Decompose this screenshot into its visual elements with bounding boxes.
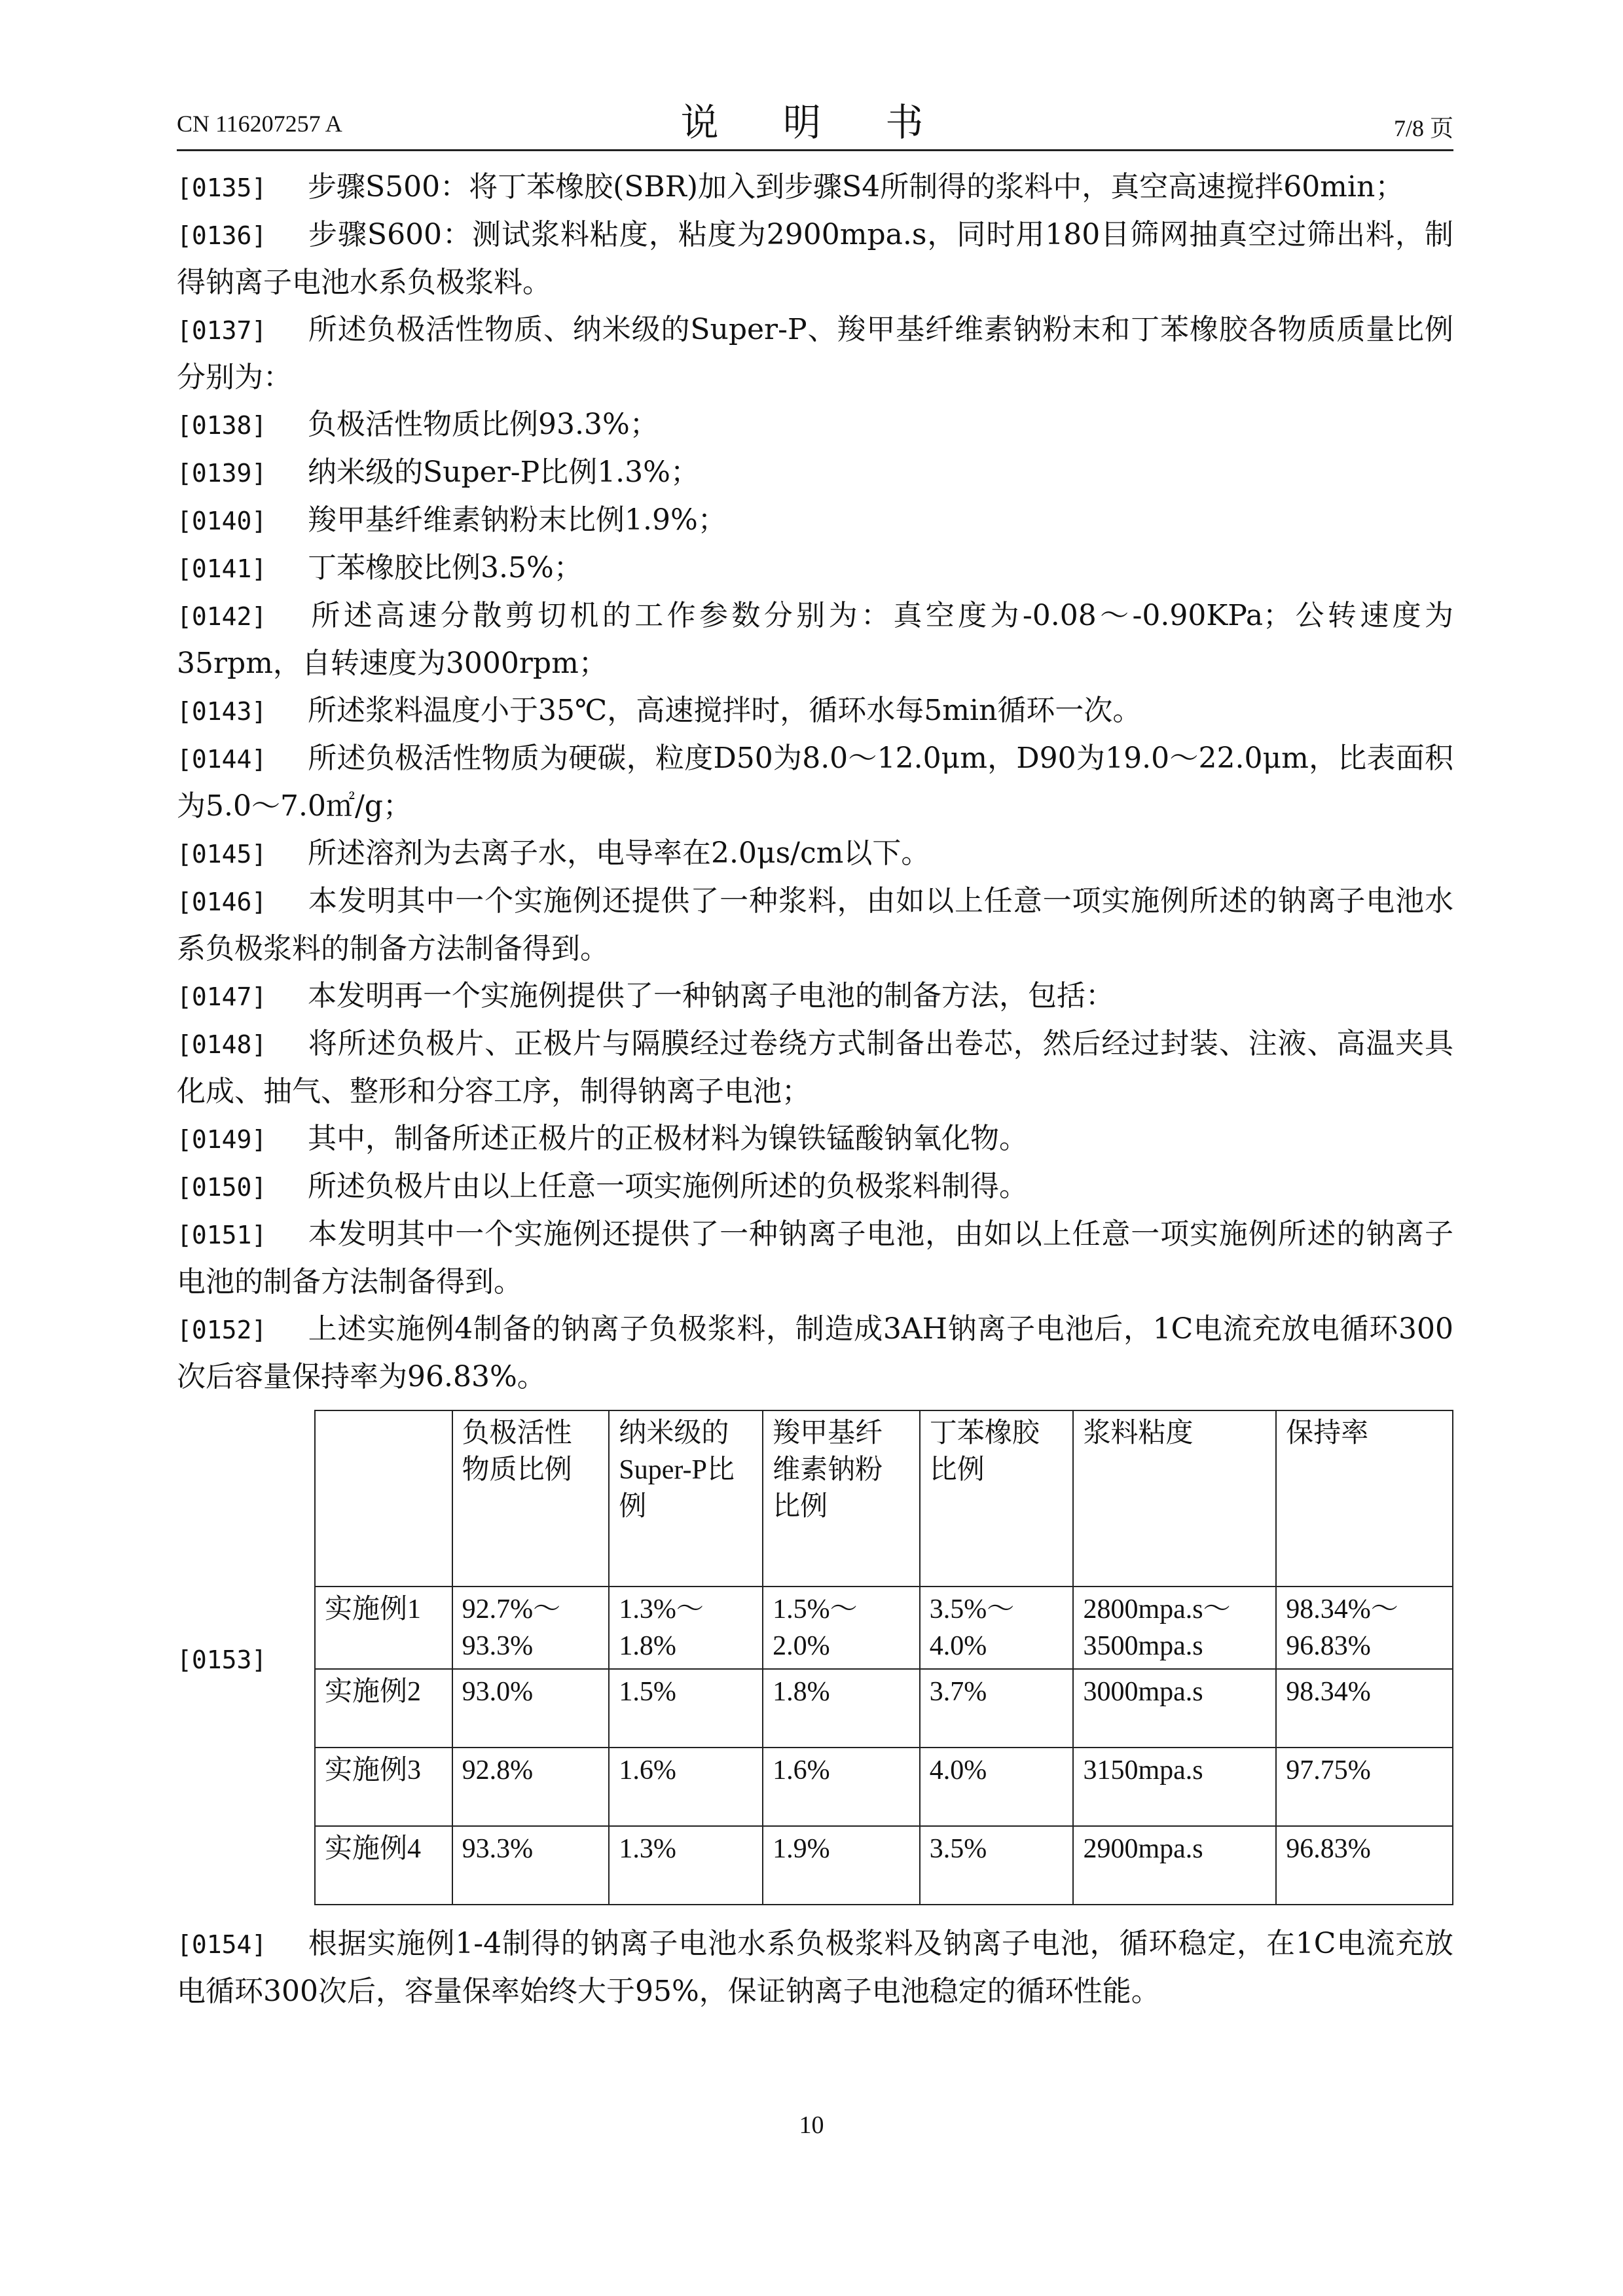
paragraph: [177, 973, 1453, 1020]
paragraph-number: [0140]: [177, 507, 267, 535]
table-cell: 92.8%: [452, 1748, 610, 1826]
paragraph-number: [0149]: [177, 1125, 267, 1154]
table-cell: 93.0%: [452, 1669, 610, 1748]
data-table: [314, 1410, 1453, 1905]
table-cell: 3.5%～4.0%: [920, 1587, 1074, 1669]
paragraph-number: [0143]: [177, 697, 267, 726]
paragraph: [177, 545, 1453, 592]
paragraph-number: [0146]: [177, 888, 267, 916]
paragraph: [177, 878, 1453, 973]
paragraph-text: 本发明其中一个实施例还提供了一种浆料，由如以上任意一项实施例所述的钠离子电池水系负极浆料的制备方法制备得到。: [177, 884, 1453, 965]
paragraph-number: [0135]: [177, 173, 267, 202]
table-header-cell: 负极活性物质比例: [452, 1410, 610, 1587]
paragraph-text: 所述负极活性物质、纳米级的Super-P、羧甲基纤维素钠粉末和丁苯橡胶各物质质量比例分别为：: [177, 313, 1453, 394]
table-header-cell: 丁苯橡胶比例: [920, 1410, 1074, 1587]
paragraph: [177, 1020, 1453, 1115]
table-row: [315, 1748, 1453, 1826]
paragraph-text: 其中，制备所述正极片的正极材料为镍铁锰酸钠氧化物。: [308, 1122, 1028, 1155]
paragraph-number: [0144]: [177, 745, 267, 774]
table-cell: 2800mpa.s～3500mpa.s: [1073, 1587, 1276, 1669]
table-cell: 92.7%～93.3%: [452, 1587, 610, 1669]
table-header-cell: 纳米级的Super-P比例: [609, 1410, 763, 1587]
paragraph: [177, 164, 1453, 211]
table-cell: 1.5%～2.0%: [763, 1587, 920, 1669]
table-cell: 96.83%: [1276, 1826, 1453, 1905]
paragraph: [177, 592, 1453, 687]
paragraph-number: [0153]: [177, 1645, 267, 1674]
paragraph-text: 根据实施例1-4制得的钠离子电池水系负极浆料及钠离子电池，循环稳定，在1C电流充放电循环300次后，容量保率始终大于95%，保证钠离子电池稳定的循环性能。: [177, 1927, 1453, 2008]
paragraph: [177, 687, 1453, 735]
paragraph-text: 步骤S600：测试浆料粘度，粘度为2900mpa.s，同时用180目筛网抽真空过筛出料，制得钠离子电池水系负极浆料。: [177, 218, 1453, 299]
paragraph-number: [0152]: [177, 1316, 267, 1344]
paragraph: [177, 449, 1453, 497]
paragraph-text: 所述溶剂为去离子水，电导率在2.0μs/cm以下。: [308, 836, 930, 870]
paragraph-number: [0148]: [177, 1030, 267, 1059]
header-rule: [177, 149, 1453, 151]
table-cell: 3.5%: [920, 1826, 1074, 1905]
page-count: 7/8 页: [1393, 115, 1453, 141]
table-cell: 4.0%: [920, 1748, 1074, 1826]
table-header-cell: [315, 1410, 452, 1587]
table-block: [177, 1410, 1453, 1907]
paragraph-text: 纳米级的Super-P比例1.3%；: [308, 456, 699, 489]
table-cell: 3.7%: [920, 1669, 1074, 1748]
paragraph-text: 所述浆料温度小于35℃，高速搅拌时，循环水每5min循环一次。: [308, 694, 1142, 727]
table-cell: 98.34%: [1276, 1669, 1453, 1748]
paragraph: [177, 735, 1453, 830]
paragraph: [177, 1306, 1453, 1401]
table-cell: 实施例4: [315, 1826, 452, 1905]
table-cell: 1.5%: [609, 1669, 763, 1748]
paragraph-text: 羧甲基纤维素钠粉末比例1.9%；: [308, 503, 727, 537]
paragraph-text: 所述负极活性物质为硬碳，粒度D50为8.0～12.0μm，D90为19.0～22.0μm，比表面积为5.0～7.0㎡/g；: [177, 742, 1453, 823]
table-cell: 98.34%～96.83%: [1276, 1587, 1453, 1669]
table-header-cell: 羧甲基纤维素钠粉比例: [763, 1410, 920, 1587]
paragraph: [177, 211, 1453, 306]
table-cell: 实施例3: [315, 1748, 452, 1826]
table-cell: 实施例2: [315, 1669, 452, 1748]
table-cell: 1.9%: [763, 1826, 920, 1905]
page-header: [177, 92, 1453, 144]
table-cell: 3000mpa.s: [1073, 1669, 1276, 1748]
table-header-cell: 浆料粘度: [1073, 1410, 1276, 1587]
table-header-row: [315, 1410, 1453, 1587]
paragraph-number: [0138]: [177, 411, 267, 440]
paragraph-number: [0142]: [177, 602, 267, 631]
paragraph-number: [0151]: [177, 1221, 267, 1249]
table-cell: 1.6%: [763, 1748, 920, 1826]
table-cell: 实施例1: [315, 1587, 452, 1669]
paragraph-text: 步骤S500：将丁苯橡胶(SBR)加入到步骤S4所制得的浆料中，真空高速搅拌60min；: [308, 170, 1404, 204]
paragraph: [177, 830, 1453, 878]
paragraph-text: 本发明其中一个实施例还提供了一种钠离子电池，由如以上任意一项实施例所述的钠离子电池的制备方法制备得到。: [177, 1217, 1453, 1299]
paragraph-text: 丁苯橡胶比例3.5%；: [308, 551, 583, 584]
paragraph-number: [0150]: [177, 1173, 267, 1202]
document-title: 说 明 书: [680, 100, 950, 145]
table-cell: 1.3%: [609, 1826, 763, 1905]
document-body: [177, 164, 1453, 2015]
document-id: CN 116207257 A: [177, 111, 342, 137]
page-number: 10: [799, 2111, 824, 2139]
paragraph-number: [0147]: [177, 982, 267, 1011]
paragraph-text: 所述负极片由以上任意一项实施例所述的负极浆料制得。: [308, 1170, 1028, 1203]
paragraph-number: [0141]: [177, 554, 267, 583]
paragraph-text: 上述实施例4制备的钠离子负极浆料，制造成3AH钠离子电池后，1C电流充放电循环300次后容量保持率为96.83%。: [177, 1312, 1453, 1393]
paragraph: [177, 401, 1453, 449]
table-row: [315, 1587, 1453, 1669]
table-cell: 1.8%: [763, 1669, 920, 1748]
table-header-cell: 保持率: [1276, 1410, 1453, 1587]
paragraph-number: [0136]: [177, 221, 267, 250]
table-cell: 1.6%: [609, 1748, 763, 1826]
table-row: [315, 1669, 1453, 1748]
paragraph-text: 负极活性物质比例93.3%；: [308, 408, 659, 441]
paragraph-text: 本发明再一个实施例提供了一种钠离子电池的制备方法，包括：: [308, 979, 1114, 1013]
table-cell: 3150mpa.s: [1073, 1748, 1276, 1826]
paragraph: [177, 1115, 1453, 1163]
table-cell: 93.3%: [452, 1826, 610, 1905]
paragraph: [177, 497, 1453, 545]
paragraph: [177, 306, 1453, 401]
paragraph: [177, 1920, 1453, 2015]
table-row: [315, 1826, 1453, 1905]
paragraph-number: [0154]: [177, 1930, 267, 1959]
paragraph-text: 将所述负极片、正极片与隔膜经过卷绕方式制备出卷芯，然后经过封装、注液、高温夹具化成、抽气、整形和分容工序，制得钠离子电池；: [177, 1027, 1453, 1108]
paragraph: [177, 1163, 1453, 1211]
paragraph-number: [0145]: [177, 840, 267, 869]
table-cell: 2900mpa.s: [1073, 1826, 1276, 1905]
table-cell: 97.75%: [1276, 1748, 1453, 1826]
paragraph-number: [0139]: [177, 459, 267, 488]
paragraph-number: [0137]: [177, 316, 267, 345]
table-cell: 1.3%～1.8%: [609, 1587, 763, 1669]
paragraph: [177, 1211, 1453, 1306]
paragraph-text: 所述高速分散剪切机的工作参数分别为：真空度为-0.08～-0.90KPa；公转速度为35rpm，自转速度为3000rpm；: [177, 599, 1453, 680]
